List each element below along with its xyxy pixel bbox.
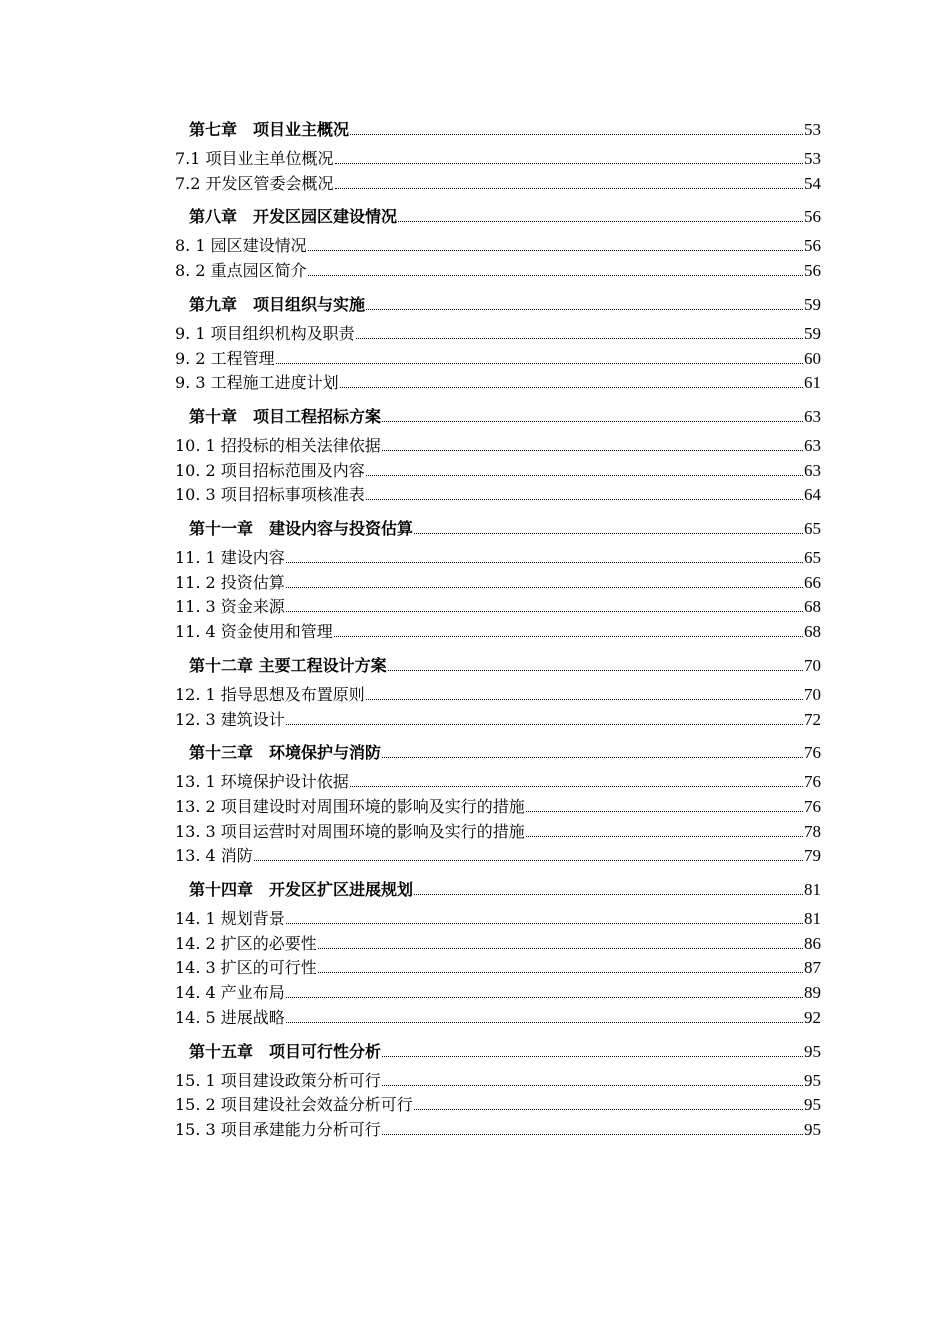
toc-page-number: 56: [804, 261, 821, 281]
toc-page-number: 72: [804, 709, 821, 729]
toc-entry-label: 9. 1 项目组织机构及职责: [175, 323, 355, 343]
table-of-contents: [175, 118, 821, 1143]
toc-dot-leader: [286, 586, 803, 588]
toc-entry-label: 9. 2 工程管理: [175, 348, 275, 368]
toc-page-number: 76: [804, 743, 821, 763]
toc-entry-label: 12. 3 建筑设计: [175, 709, 285, 729]
toc-entry-label: 15. 1 项目建设政策分析可行: [175, 1070, 381, 1090]
toc-dot-leader: [286, 996, 803, 998]
toc-section-entry[interactable]: [175, 1118, 821, 1143]
toc-chapter-entry[interactable]: [175, 205, 821, 229]
toc-page-number: 76: [804, 772, 821, 792]
toc-section-entry[interactable]: [175, 770, 821, 795]
toc-dot-leader: [350, 785, 803, 787]
toc-entry-label: 9. 3 工程施工进度计划: [175, 373, 339, 393]
toc-dot-leader: [382, 756, 803, 758]
toc-page-number: 53: [804, 120, 821, 139]
toc-section-entry[interactable]: [175, 322, 821, 347]
toc-section-entry[interactable]: [175, 483, 821, 508]
toc-entry-label: 13. 3 项目运营时对周围环境的影响及实行的措施: [175, 821, 525, 841]
toc-dot-leader: [308, 249, 803, 251]
toc-dot-leader: [350, 133, 803, 135]
toc-page-number: 76: [804, 796, 821, 816]
toc-page-number: 64: [804, 485, 821, 505]
toc-dot-leader: [382, 1084, 803, 1086]
toc-section-entry[interactable]: [175, 571, 821, 596]
toc-page-number: 59: [804, 294, 821, 314]
toc-page-number: 63: [804, 406, 821, 426]
toc-page-number: 87: [804, 958, 821, 978]
toc-page-number: 70: [804, 655, 821, 675]
toc-entry-label: 14. 2 扩区的必要性: [175, 933, 317, 953]
toc-chapter-entry[interactable]: [175, 878, 821, 902]
toc-section-entry[interactable]: [175, 981, 821, 1006]
toc-entry-label: 第十一章 建设内容与投资估算: [189, 519, 414, 539]
toc-entry-label: 第十四章 开发区扩区进展规划: [189, 880, 414, 900]
toc-section-entry[interactable]: [175, 1069, 821, 1094]
toc-section-entry[interactable]: [175, 347, 821, 372]
toc-entry-label: 14. 5 进展战略: [175, 1007, 285, 1027]
toc-section-entry[interactable]: [175, 234, 821, 259]
toc-page-number: 65: [804, 519, 821, 539]
toc-section-entry[interactable]: [175, 620, 821, 645]
toc-dot-leader: [254, 859, 803, 861]
toc-entry-label: 8. 2 重点园区简介: [175, 261, 307, 281]
toc-entry-label: 15. 2 项目建设社会效益分析可行: [175, 1095, 413, 1115]
toc-dot-leader: [286, 1021, 803, 1023]
toc-entry-label: 第十二章 主要工程设计方案: [189, 655, 387, 675]
toc-dot-leader: [382, 1055, 803, 1057]
toc-entry-label: 15. 3 项目承建能力分析可行: [175, 1119, 381, 1139]
toc-page-number: 81: [804, 909, 821, 929]
toc-entry-label: 第九章 项目组织与实施: [189, 294, 366, 314]
toc-page-number: 63: [804, 435, 821, 455]
toc-page-number: 89: [804, 983, 821, 1003]
toc-dot-leader: [414, 532, 803, 534]
toc-dot-leader: [340, 386, 803, 388]
toc-section-entry[interactable]: [175, 434, 821, 459]
toc-dot-leader: [382, 420, 803, 422]
toc-page-number: 59: [804, 323, 821, 343]
toc-entry-label: 14. 3 扩区的可行性: [175, 958, 317, 978]
toc-dot-leader: [526, 810, 803, 812]
toc-entry-label: 14. 1 规划背景: [175, 909, 285, 929]
toc-section-entry[interactable]: [175, 932, 821, 957]
toc-section-entry[interactable]: [175, 371, 821, 396]
toc-dot-leader: [382, 1133, 803, 1135]
toc-chapter-entry[interactable]: [175, 654, 821, 678]
toc-page-number: 68: [804, 622, 821, 642]
toc-entry-label: 10. 2 项目招标范围及内容: [175, 460, 365, 480]
toc-section-entry[interactable]: [175, 907, 821, 932]
toc-entry-label: 11. 4 资金使用和管理: [175, 622, 333, 642]
toc-page-number: 60: [804, 348, 821, 368]
toc-chapter-entry[interactable]: [175, 1040, 821, 1064]
toc-page-number: 53: [804, 149, 821, 168]
toc-dot-leader: [414, 1108, 803, 1110]
toc-page-number: 61: [804, 373, 821, 393]
toc-dot-leader: [388, 669, 803, 671]
toc-dot-leader: [318, 971, 803, 973]
toc-dot-leader: [366, 308, 803, 310]
toc-dot-leader: [334, 635, 803, 637]
toc-section-entry[interactable]: [175, 459, 821, 484]
toc-dot-leader: [335, 162, 803, 164]
toc-page-number: 79: [804, 846, 821, 866]
toc-page-number: 95: [804, 1095, 821, 1115]
toc-chapter-entry[interactable]: [175, 405, 821, 429]
toc-entry-label: 10. 3 项目招标事项核准表: [175, 485, 365, 505]
toc-chapter-entry[interactable]: [175, 741, 821, 765]
toc-dot-leader: [335, 187, 803, 189]
toc-section-entry[interactable]: [175, 147, 821, 172]
toc-section-entry[interactable]: [175, 844, 821, 869]
toc-dot-leader: [286, 561, 803, 563]
toc-dot-leader: [366, 474, 803, 476]
toc-page-number: 70: [804, 684, 821, 704]
toc-dot-leader: [356, 337, 803, 339]
toc-dot-leader: [318, 947, 803, 949]
toc-entry-label: 11. 1 建设内容: [175, 548, 285, 568]
toc-section-entry[interactable]: [175, 1093, 821, 1118]
toc-section-entry[interactable]: [175, 1006, 821, 1031]
toc-entry-label: 第十章 项目工程招标方案: [189, 406, 382, 426]
toc-page-number: 65: [804, 548, 821, 568]
toc-page-number: 95: [804, 1119, 821, 1139]
toc-chapter-entry[interactable]: [175, 517, 821, 541]
toc-page-number: 86: [804, 933, 821, 953]
toc-entry-label: 第八章 开发区园区建设情况: [189, 207, 398, 227]
toc-page-number: 92: [804, 1007, 821, 1027]
toc-section-entry[interactable]: [175, 595, 821, 620]
toc-entry-label: 14. 4 产业布局: [175, 983, 285, 1003]
toc-dot-leader: [398, 220, 803, 222]
toc-section-entry[interactable]: [175, 683, 821, 708]
toc-entry-label: 11. 2 投资估算: [175, 572, 285, 592]
toc-entry-label: 13. 2 项目建设时对周围环境的影响及实行的措施: [175, 796, 525, 816]
toc-entry-label: 13. 4 消防: [175, 846, 253, 866]
toc-page-number: 56: [804, 207, 821, 227]
toc-dot-leader: [382, 449, 803, 451]
toc-page-number: 68: [804, 597, 821, 617]
toc-entry-label: 13. 1 环境保护设计依据: [175, 772, 349, 792]
toc-entry-label: 7.1 项目业主单位概况: [175, 149, 334, 168]
toc-entry-label: 12. 1 指导思想及布置原则: [175, 684, 365, 704]
toc-entry-label: 8. 1 园区建设情况: [175, 236, 307, 256]
toc-page-number: 81: [804, 880, 821, 900]
toc-section-entry[interactable]: [175, 708, 821, 733]
toc-dot-leader: [286, 723, 803, 725]
toc-dot-leader: [414, 893, 803, 895]
toc-dot-leader: [526, 835, 803, 837]
toc-section-entry[interactable]: [175, 546, 821, 571]
toc-entry-label: 第十三章 环境保护与消防: [189, 743, 382, 763]
toc-dot-leader: [308, 274, 803, 276]
toc-dot-leader: [366, 498, 803, 500]
toc-entry-label: 10. 1 招投标的相关法律依据: [175, 435, 381, 455]
toc-entry-label: 7.2 开发区管委会概况: [175, 173, 334, 193]
toc-page-number: 66: [804, 572, 821, 592]
toc-dot-leader: [276, 362, 803, 364]
toc-entry-label: 11. 3 资金来源: [175, 597, 285, 617]
toc-dot-leader: [286, 922, 803, 924]
toc-page-number: 78: [804, 821, 821, 841]
toc-chapter-entry[interactable]: [175, 293, 821, 317]
toc-section-entry[interactable]: [175, 795, 821, 820]
toc-page-number: 95: [804, 1041, 821, 1061]
toc-page-number: 54: [804, 173, 821, 193]
toc-page-number: 63: [804, 460, 821, 480]
toc-section-entry[interactable]: [175, 820, 821, 845]
toc-dot-leader: [366, 698, 803, 700]
toc-page-number: 56: [804, 236, 821, 256]
toc-chapter-entry[interactable]: [175, 118, 821, 142]
toc-section-entry[interactable]: [175, 956, 821, 981]
toc-dot-leader: [286, 610, 803, 612]
toc-entry-label: 第七章 项目业主概况: [189, 120, 350, 139]
toc-entry-label: 第十五章 项目可行性分析: [189, 1041, 382, 1061]
toc-page-number: 95: [804, 1070, 821, 1090]
toc-section-entry[interactable]: [175, 259, 821, 284]
toc-section-entry[interactable]: [175, 172, 821, 197]
